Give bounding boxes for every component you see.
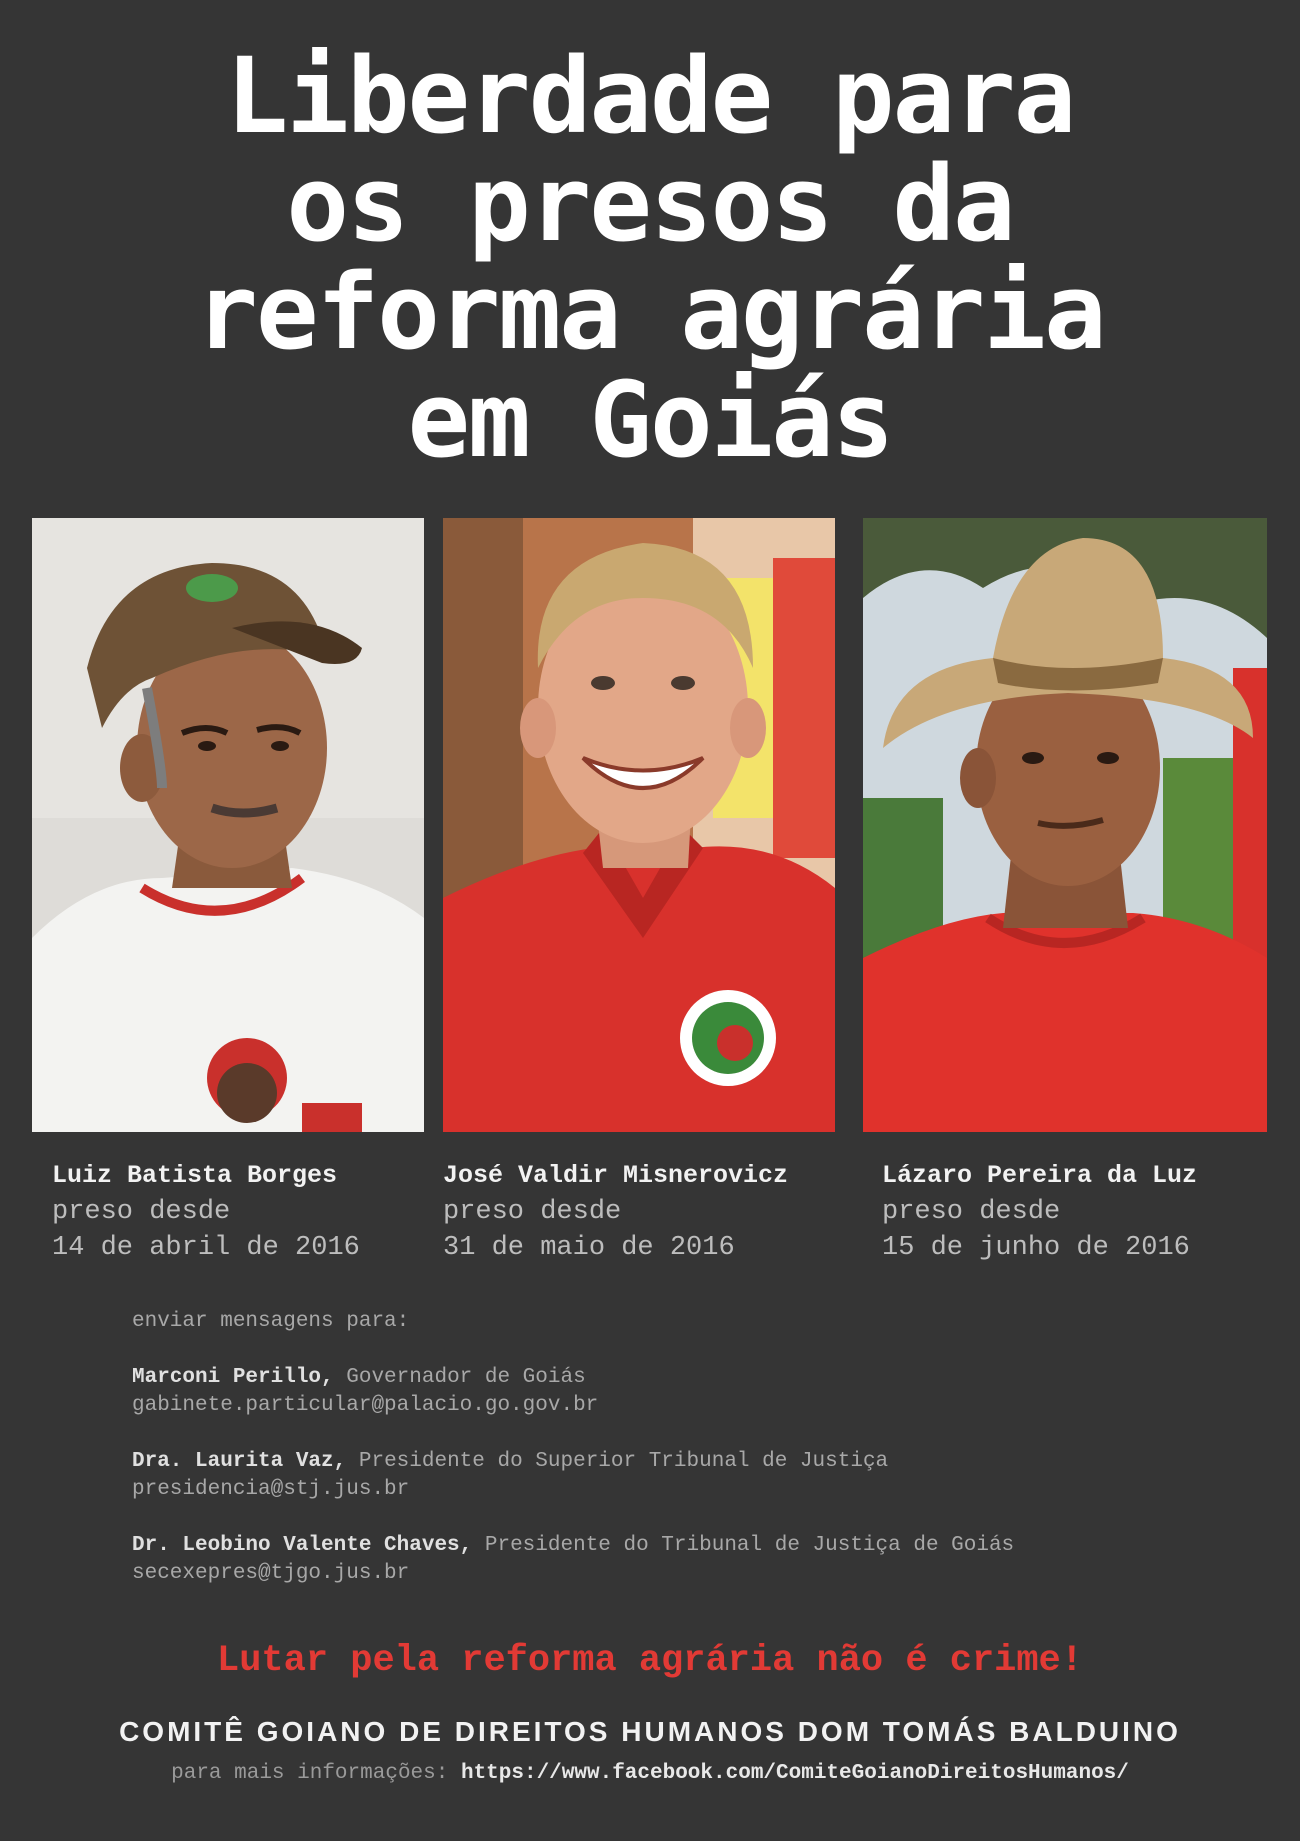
prisoner-caption-1 [52, 1158, 472, 1266]
contact-email[interactable]: secexepres@tjgo.jus.br [132, 1562, 410, 1585]
slogan: Lutar pela reforma agrária não é crime! [217, 1640, 1083, 1682]
prisoner-date: 31 de maio de 2016 [443, 1233, 735, 1263]
photo-lazaro [863, 518, 1267, 1132]
title-line: os presos da [286, 143, 1014, 265]
prisoner-caption-2 [443, 1158, 863, 1266]
title-line: Liberdade para [225, 35, 1075, 157]
contact-role: Governador de Goiás [346, 1366, 586, 1389]
contacts-intro: enviar mensagens para: [132, 1310, 410, 1333]
prisoner-name: Luiz Batista Borges [52, 1161, 338, 1190]
info-label: para mais informações: [171, 1762, 449, 1785]
photo-luiz [32, 518, 424, 1132]
contact-email[interactable]: presidencia@stj.jus.br [132, 1478, 410, 1501]
contact-name: Dr. Leobino Valente Chaves, [132, 1534, 473, 1557]
info-line [0, 1762, 1300, 1785]
contact-item [132, 1532, 1252, 1588]
organization-name: COMITÊ GOIANO DE DIREITOS HUMANOS DOM TOMÁS BALDUINO [119, 1716, 1181, 1747]
poster-title [0, 35, 1300, 481]
title-line: em Goiás [407, 359, 893, 481]
prisoner-caption-3 [882, 1158, 1300, 1266]
title-line: reforma agrária [195, 251, 1105, 373]
prisoner-status: preso desde [52, 1197, 231, 1227]
contact-item [132, 1448, 1252, 1504]
contact-item [132, 1364, 1252, 1420]
photo-jose [443, 518, 835, 1132]
prisoner-name: Lázaro Pereira da Luz [882, 1161, 1198, 1190]
prisoner-status: preso desde [882, 1197, 1061, 1227]
contact-email[interactable]: gabinete.particular@palacio.go.gov.br [132, 1394, 599, 1417]
prisoner-status: preso desde [443, 1197, 622, 1227]
prisoner-date: 15 de junho de 2016 [882, 1233, 1190, 1263]
prisoner-name: José Valdir Misnerovicz [443, 1161, 789, 1190]
contact-role: Presidente do Tribunal de Justiça de Goiás [484, 1534, 1015, 1557]
info-url-link[interactable]: https://www.facebook.com/ComiteGoianoDireitosHumanos/ [460, 1762, 1129, 1785]
contacts-section [132, 1308, 1252, 1616]
contact-name: Marconi Perillo, [132, 1366, 334, 1389]
contact-name: Dra. Laurita Vaz, [132, 1450, 347, 1473]
prisoner-date: 14 de abril de 2016 [52, 1233, 360, 1263]
contact-role: Presidente do Superior Tribunal de Justiça [358, 1450, 889, 1473]
